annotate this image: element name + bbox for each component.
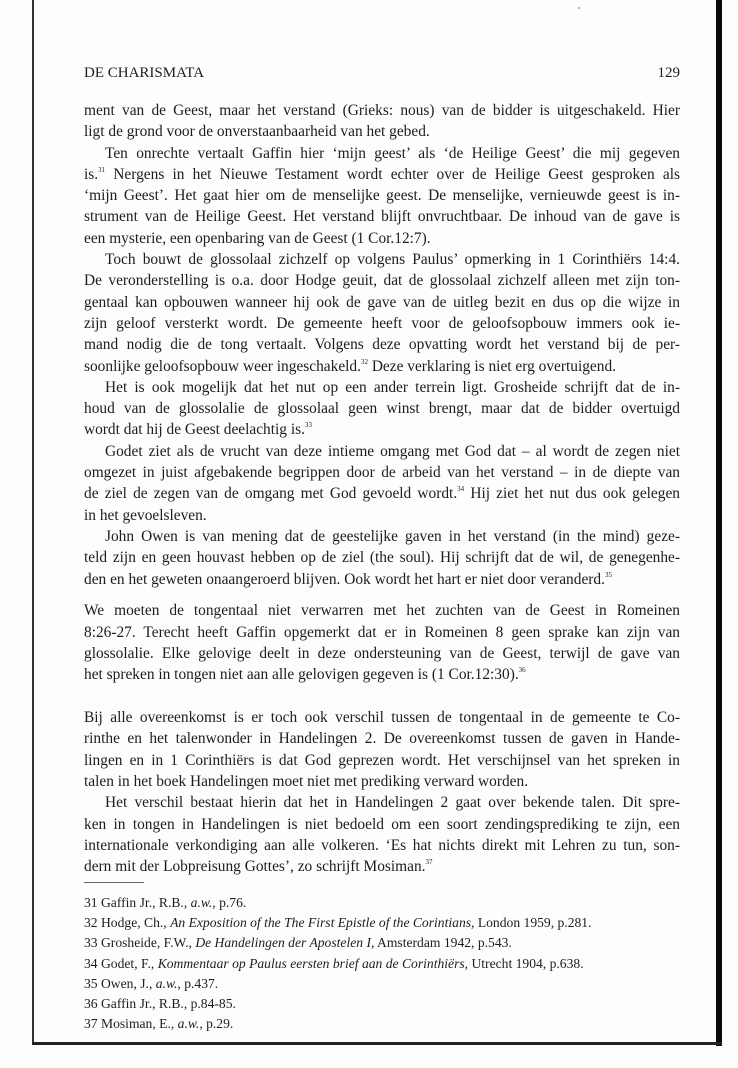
text-line <box>84 398 680 419</box>
text-run: Het verschil bestaat hierin dat het in Handelingen 2 gaat over bekende talen. Dit spre- <box>105 794 680 812</box>
paragraph <box>84 377 680 441</box>
paragraph <box>84 100 680 143</box>
text-run: in het gevoelsleven. <box>84 506 207 524</box>
text-run: internationale verkondiging aan alle volkeren. ‘Es hat nichts direkt mit Lehren zu tun, son- <box>84 836 680 854</box>
italic-title: a.w. <box>190 895 213 910</box>
text-run: den en het geweten onaangeroerd blijven. Ook wordt het hart er niet door veranderd. <box>84 570 605 588</box>
text-run: dern mit der Lobpreisung Gottes’, zo schrijft Mosiman. <box>84 858 426 876</box>
body-text <box>84 100 680 877</box>
text-run: London 1959, p.281. <box>474 915 592 931</box>
footnote-ref[interactable]: 35 <box>604 570 612 579</box>
text-line <box>84 462 680 483</box>
text-line <box>84 419 680 440</box>
text-run: ‘mijn Geest’. Het gaat hier om de menselijke geest. De menselijke, vernieuwde geest is in- <box>84 187 680 205</box>
paragraph <box>84 143 680 249</box>
text-run: 34 Godet, F., <box>84 955 158 971</box>
text-run: talen in het boek Handelingen moet niet met prediking verward worden. <box>84 772 529 790</box>
page-number: 129 <box>657 65 680 81</box>
text-line <box>84 547 680 568</box>
text-run: de ziel de zegen van de omgang met God gevoeld wordt. <box>84 485 458 503</box>
text-run: Nergens in het Nieuwe Testament wordt echter over de Heilige Geest gesproken als <box>105 165 680 183</box>
text-run: 35 Owen, J., <box>84 975 156 991</box>
italic-title: De Handelingen der Apostelen I, <box>195 935 375 951</box>
paragraph <box>84 441 680 526</box>
text-line <box>84 185 680 206</box>
text-run: is. <box>84 165 99 183</box>
text-line <box>84 377 680 398</box>
text-run: De veronderstelling is o.a. door Hodge geuit, dat de glossolaal zichzelf alleen met zijn ton- <box>84 272 680 290</box>
text-run: het spreken in tongen niet aan alle gelovigen gegeven is (1 Cor.12:30). <box>84 666 519 684</box>
text-line <box>84 569 680 590</box>
footnote-ref[interactable]: 36 <box>518 666 526 675</box>
text-run: Ten onrechte vertaalt Gaffin hier ‘mijn geest’ als ‘de Heilige Geest’ die mij gegeven <box>105 144 680 162</box>
italic-title: a.w. <box>177 1016 200 1032</box>
text-run: 36 Gaffin Jr., R.B., p.84-85. <box>84 996 236 1012</box>
text-run: soonlijke geloofsopbouw weer ingeschakeld. <box>84 357 361 375</box>
text-line <box>84 792 680 813</box>
text-line <box>84 643 680 664</box>
paragraph <box>84 249 680 377</box>
text-run: ment van de Geest, maar het verstand (Grieks: nous) van de bidder is uitgeschakeld. Hier <box>84 102 680 119</box>
text-line <box>84 622 680 643</box>
footnote-ref[interactable]: 33 <box>304 421 312 430</box>
footnote-ref[interactable]: 32 <box>360 357 368 366</box>
text-run: , p.437. <box>177 975 219 991</box>
text-line <box>84 505 680 526</box>
footnote <box>84 994 704 1014</box>
text-line <box>84 707 680 728</box>
scan-bottom-edge <box>32 1042 722 1045</box>
text-run: een mysterie, een openbaring van de Geest (1 Cor.12:7). <box>84 229 431 247</box>
italic-title: An Exposition of the The First Epistle of the Corintians, <box>170 915 475 931</box>
text-run: ligt de grond voor de onverstaanbaarheid van het gebed. <box>84 123 430 141</box>
text-run: 32 Hodge, Ch., <box>84 915 171 931</box>
footnote <box>84 933 704 953</box>
text-line <box>84 228 680 249</box>
text-line <box>84 334 680 355</box>
text-run: ken in tongen in Handelingen is niet bedoeld om een soort zendingsprediking te zijn, een <box>84 815 680 833</box>
text-line <box>84 771 680 792</box>
text-run: Hij ziet het nut dus ook gelegen <box>464 485 680 503</box>
text-line <box>84 835 680 856</box>
text-line <box>84 526 680 547</box>
text-run: gentaal kan opbouwen wanneer hij ook de gave van de uitleg bezit en dus op die wijze in <box>84 293 680 311</box>
text-run: 37 Mosiman, E., <box>84 1016 178 1032</box>
text-run: rinthe en het talenwonder in Handelingen 2. De overeenkomst tussen de gaven in Hande- <box>84 730 680 748</box>
italic-title: a.w. <box>155 975 178 991</box>
text-line <box>84 292 680 313</box>
footnote-ref[interactable]: 31 <box>98 165 106 174</box>
text-run: omgezet in juist afgebakende begrippen door de arbeid van het verstand – in de diepte van <box>84 464 680 482</box>
text-run: lingen en in 1 Corinthiërs is dat God geprezen wordt. Het verschijnsel van het spreken in <box>84 751 680 769</box>
text-line <box>84 356 680 377</box>
scan-right-edge <box>716 0 722 1046</box>
text-line <box>84 814 680 835</box>
text-run: Het is ook mogelijk dat het nut op een ander terrein ligt. Grosheide schrijft dat de in- <box>105 378 680 396</box>
text-line <box>84 164 680 185</box>
text-line <box>84 441 680 462</box>
scan-left-edge <box>32 0 34 1044</box>
italic-title: Kommentaar op Paulus eersten brief aan de Corinthiërs, <box>157 955 469 971</box>
paragraph <box>84 600 680 685</box>
footnote-separator <box>84 882 144 883</box>
text-run: Utrecht 1904, p.638. <box>468 955 584 971</box>
text-run: Godet ziet als de vrucht van deze intieme omgang met God dat – al wordt de zegen niet <box>105 442 680 460</box>
text-run: zijn geloof versterkt wordt. De gemeente heeft voor de geloofsopbouw immers ook ie- <box>84 314 680 332</box>
text-run: 33 Grosheide, F.W., <box>84 935 196 951</box>
text-line <box>84 270 680 291</box>
text-run: Amsterdam 1942, p.543. <box>374 935 512 951</box>
footnote <box>84 1014 704 1034</box>
text-line <box>84 249 680 270</box>
text-run: 31 Gaffin Jr., R.B., <box>84 895 191 910</box>
footnote <box>84 893 704 913</box>
footnote-ref[interactable]: 37 <box>425 858 433 867</box>
running-header <box>84 65 680 85</box>
text-line <box>84 750 680 771</box>
text-line <box>84 664 680 685</box>
paragraph <box>84 792 680 877</box>
scan-speck <box>578 7 580 9</box>
paragraph <box>84 526 680 590</box>
text-run: 8:26-27. Terecht heeft Gaffin opgemerkt dat er in Romeinen 8 geen sprake kan zijn van <box>84 623 680 641</box>
text-run: Deze verklaring is niet erg overtuigend. <box>367 357 616 375</box>
text-line <box>84 100 680 121</box>
text-line <box>84 728 680 749</box>
text-line <box>84 600 680 621</box>
text-run: mand nodig die de tong vertaalt. Volgens deze opvatting wordt het verstand bij de per- <box>84 336 680 354</box>
text-run: John Owen is van mening dat de geestelijke gaven in het verstand (in the mind) geze- <box>105 527 680 545</box>
text-run: We moeten de tongentaal niet verwarren met het zuchten van de Geest in Romeinen <box>84 602 680 620</box>
text-run: strument van de Heilige Geest. Het verstand blijft onvruchtbaar. De inhoud van de gave is <box>84 208 680 226</box>
text-run: , p.76. <box>212 895 247 910</box>
footnotes <box>84 893 704 1034</box>
text-run: Toch bouwt de glossolaal zichzelf op volgens Paulus’ opmerking in 1 Corinthiërs 14:4. <box>105 251 680 269</box>
text-run: , p.29. <box>199 1016 234 1032</box>
footnote <box>84 974 704 994</box>
text-line <box>84 483 680 504</box>
text-line <box>84 313 680 334</box>
footnote-ref[interactable]: 34 <box>457 485 465 494</box>
footnote <box>84 954 704 974</box>
paragraph <box>84 707 680 792</box>
text-run: glossolalie. Elke gelovige deelt in deze ondersteuning van de Geest, terwijl de gave van <box>84 644 680 662</box>
text-line <box>84 856 680 877</box>
text-line <box>84 121 680 142</box>
text-run: wordt dat hij de Geest deelachtig is. <box>84 421 305 439</box>
text-run: Bij alle overeenkomst is er toch ook verschil tussen de tongentaal in de gemeente te Co- <box>84 709 680 727</box>
text-run: teld zijn en geen houvast hebben op de ziel (the soul). Hij schrijft dat de wil, de genegenhe- <box>84 549 680 567</box>
text-line <box>84 206 680 227</box>
footnote <box>84 913 704 933</box>
chapter-title: DE CHARISMATA <box>84 65 205 81</box>
text-run: houd van de glossolalie de glossolaal geen winst brengt, maar dat de bidder overtuigd <box>84 400 680 418</box>
text-line <box>84 143 680 164</box>
